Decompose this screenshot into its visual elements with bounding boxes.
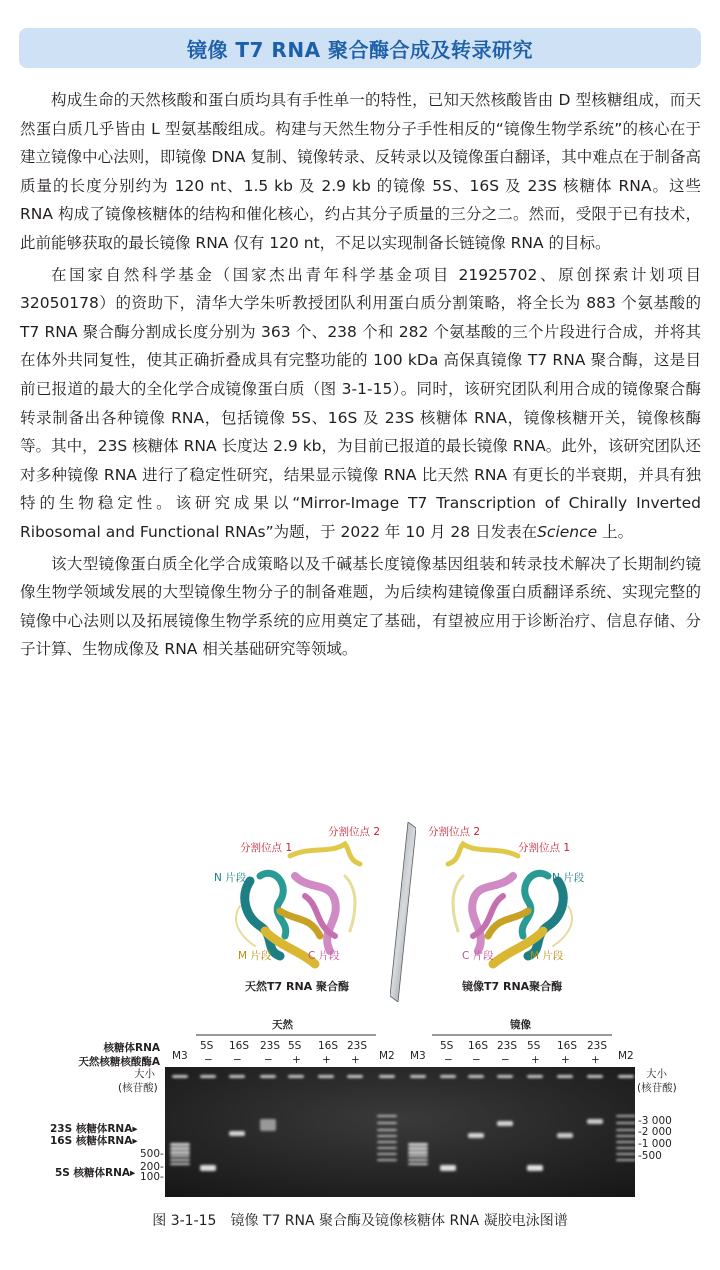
lane-15-sample: 23S (587, 1040, 608, 1052)
right-marker-2000: -2 000 (638, 1126, 672, 1138)
mirror-polymerase-structure (428, 836, 588, 976)
size-label-left-1: 大小 (134, 1068, 155, 1080)
paragraph-1: 构成生命的天然核酸和蛋白质均具有手性单一的特性，已知天然核酸皆由 D 型核糖组成，而天然蛋白质几乎皆由 L 型氨基酸组成。构建与天然生物分子手性相反的“镜像生物学系统”的核心在于建立镜像中心法则，即镜像 DNA 复制、镜像转录、反转录以及镜像蛋白翻译，其中难点在于制备高质量的长度分别约为 120 nt、1.5 kb 及 2.9 kb 的镜像 5S、16S 及 23S 核糖体 RNA。这些 RNA 构成了镜像核糖体的结构和催化核心，约占其分子质量的三分之二。然而，受限于已有技术，此前能够获取的最长镜像 RNA 仅有 120 nt，不足以实现制备长链镜像 RNA 的目标。 (20, 91, 701, 252)
ladder-m3-band (408, 1159, 428, 1161)
ladder-m2-band (616, 1159, 635, 1161)
journal-name: Science (537, 522, 598, 541)
ladder-m2-band (377, 1135, 397, 1137)
lane-6-sample: 16S (318, 1040, 339, 1052)
ladder-m2-band (377, 1141, 397, 1143)
row2-label: 天然核糖核酸酶A (78, 1056, 160, 1068)
ladder-m2-band (616, 1129, 635, 1131)
row1-label: 核糖体RNA (103, 1042, 160, 1054)
lane-15-rnase: + (591, 1054, 600, 1066)
well-8 (379, 1075, 395, 1078)
paragraph-2 (20, 261, 701, 547)
ladder-m2-band (377, 1122, 397, 1124)
lane-12-sample: 23S (497, 1040, 518, 1052)
ladder-m2-band (616, 1115, 635, 1117)
lane-11-sample: 16S (468, 1040, 489, 1052)
right-marker-1000: -1 000 (638, 1138, 672, 1150)
band-5s-natural (200, 1165, 216, 1171)
left-marker-100: 100- (140, 1171, 164, 1183)
band-16s-mirror-rnase (557, 1133, 573, 1138)
lane-4-rnase: − (264, 1054, 273, 1066)
lane-2-rnase: − (204, 1054, 213, 1066)
left-band-23s: 23S 核糖体RNA▸ (50, 1123, 138, 1135)
figure-caption: 图 3-1-15 镜像 T7 RNA 聚合酶及镜像核糖体 RNA 凝胶电泳图谱 (152, 1213, 568, 1229)
ladder-m3-band (408, 1151, 428, 1154)
well-3 (229, 1075, 245, 1078)
band-16s-natural (229, 1131, 245, 1136)
right-marker-3000: -3 000 (638, 1115, 672, 1127)
lane-3-rnase: − (233, 1054, 242, 1066)
ladder-m2-band (377, 1115, 397, 1117)
right-c-segment-label: C 片段 (462, 950, 494, 962)
well-2 (200, 1075, 216, 1078)
lane-7-rnase: + (351, 1054, 360, 1066)
lane-13-rnase: + (531, 1054, 540, 1066)
lane-11-rnase: − (472, 1054, 481, 1066)
ladder-m3-band (408, 1147, 428, 1150)
lane-16-sample: M2 (618, 1050, 634, 1062)
lane-12-rnase: − (501, 1054, 510, 1066)
left-marker-500: 500- (140, 1148, 164, 1160)
lane-13-sample: 5S (527, 1040, 541, 1052)
lane-5-sample: 5S (288, 1040, 302, 1052)
right-split-2-label: 分割位点 2 (428, 826, 481, 838)
title-bar (19, 28, 701, 68)
well-12 (497, 1075, 513, 1078)
ladder-m2-band (377, 1153, 397, 1155)
well-7 (347, 1075, 363, 1078)
size-label-right-2: (核苷酸) (637, 1082, 677, 1094)
ladder-m3-band (408, 1143, 428, 1146)
mirror-plane (390, 822, 416, 1002)
band-5s-mirror-rnase (527, 1165, 543, 1171)
right-structure-name: 镜像T7 RNA聚合酶 (462, 980, 563, 993)
well-6 (318, 1075, 334, 1078)
page-title: 镜像 T7 RNA 聚合酶合成及转录研究 (186, 37, 534, 62)
well-1 (172, 1075, 188, 1078)
ladder-m2-band (616, 1153, 635, 1155)
group-natural-line (196, 1034, 376, 1037)
lane-2-sample: 5S (200, 1040, 214, 1052)
well-11 (468, 1075, 484, 1078)
well-14 (557, 1075, 573, 1078)
ladder-m3-band (170, 1155, 190, 1157)
ladder-m2-band (377, 1147, 397, 1149)
lane-8-sample: M2 (379, 1050, 395, 1062)
ladder-m3-band (170, 1147, 190, 1150)
ladder-m2-band (616, 1141, 635, 1143)
ladder-m3-band (170, 1163, 190, 1165)
ladder-m2-band (616, 1122, 635, 1124)
well-10 (440, 1075, 456, 1078)
right-split-1-label: 分割位点 1 (518, 842, 571, 854)
lane-10-rnase: − (444, 1054, 453, 1066)
lane-6-rnase: + (322, 1054, 331, 1066)
paragraph-2-text: 在国家自然科学基金（国家杰出青年科学基金项目 21925702、原创探索计划项目 32050178）的资助下，清华大学朱听教授团队利用蛋白质分割策略，将全长为 883 个氨基酸的 T7 RNA 聚合酶分割成长度分别为 363 个、238 个和 282 个氨基酸的三个片段进行合成，并将其在体外共同复性，使其正确折叠成具有完整功能的 100 kDa 高保真镜像 T7 RNA 聚合酶，这是目前已报道的最大的全化学合成镜像蛋白质（图 3-1-15）。同时，该研究团队利用合成的镜像聚合酶转录制备出各种镜像 RNA，包括镜像 5S、16S 及 23S 核糖体 RNA，镜像核糖开关，镜像核酶等。其中，23S 核糖体 RNA 长度达 2.9 kb，为目前已报道的最长镜像 RNA。此外，该研究团队还对多种镜像 RNA 进行了稳定性研究，结果显示镜像 RNA 比天然 RNA 有更长的半衰期，并具有独特的生物稳定性。该研究成果以“Mirror-Image T7 Transcription of Chirally Inverted Ribosomal and Functional RNAs”为题，于 2022 年 10 月 28 日发表在 (20, 265, 701, 541)
left-split-2-label: 分割位点 2 (328, 826, 381, 838)
band-23s-natural (260, 1119, 276, 1131)
lane-4-sample: 23S (260, 1040, 281, 1052)
ladder-m3-band (170, 1143, 190, 1146)
group-mirror-label: 镜像 (510, 1019, 531, 1031)
left-band-16s: 16S 核糖体RNA▸ (50, 1135, 138, 1147)
left-split-1-label: 分割位点 1 (240, 842, 293, 854)
structure-figure (200, 822, 600, 1002)
band-23s-mirror (497, 1121, 513, 1126)
well-9 (410, 1075, 426, 1078)
left-marker-200: 200- (140, 1161, 164, 1173)
lane-14-rnase: + (561, 1054, 570, 1066)
ladder-m2-band (616, 1135, 635, 1137)
group-mirror-line (432, 1034, 612, 1037)
lane-7-sample: 23S (347, 1040, 368, 1052)
band-16s-mirror (468, 1133, 484, 1138)
left-m-segment-label: M 片段 (238, 950, 272, 962)
paragraph-3: 该大型镜像蛋白质全化学合成策略以及千碱基长度镜像基因组装和转录技术解决了长期制约镜像生物学领域发展的大型镜像生物分子的制备难题，为后续构建镜像蛋白质翻译系统、实现完整的镜像中心法则以及拓展镜像生物学系统的应用奠定了基础，有望被应用于诊断治疗、信息存储、分子计算、生物成像及 RNA 相关基础研究等领域。 (20, 554, 701, 659)
well-4 (260, 1075, 276, 1078)
lane-1-sample: M3 (172, 1050, 188, 1062)
lane-5-rnase: + (292, 1054, 301, 1066)
well-13 (527, 1075, 543, 1078)
article-body (20, 86, 701, 664)
paragraph-2-suffix: 上。 (597, 522, 634, 541)
right-marker-500: -500 (638, 1150, 662, 1162)
lane-9-sample: M3 (410, 1050, 426, 1062)
right-n-segment-label: N 片段 (552, 872, 585, 884)
band-23s-mirror-rnase (587, 1119, 603, 1124)
left-structure-name: 天然T7 RNA 聚合酶 (245, 980, 350, 993)
left-n-segment-label: N 片段 (214, 872, 247, 884)
well-15 (587, 1075, 603, 1078)
lane-14-sample: 16S (557, 1040, 578, 1052)
lane-10-sample: 5S (440, 1040, 454, 1052)
right-m-segment-label: M 片段 (530, 950, 564, 962)
group-natural-label: 天然 (272, 1019, 293, 1031)
ladder-m2-band (377, 1159, 397, 1161)
size-label-left-2: (核苷酸) (118, 1082, 158, 1094)
lane-3-sample: 16S (229, 1040, 250, 1052)
ladder-m2-band (616, 1147, 635, 1149)
ladder-m3-band (170, 1151, 190, 1154)
ladder-m3-band (408, 1163, 428, 1165)
well-16 (618, 1075, 634, 1078)
ladder-m3-band (170, 1159, 190, 1161)
ladder-m3-band (408, 1155, 428, 1157)
ladder-m2-band (377, 1129, 397, 1131)
left-band-5s: 5S 核糖体RNA▸ (55, 1167, 136, 1179)
band-5s-mirror (440, 1165, 456, 1171)
well-5 (288, 1075, 304, 1078)
size-label-right-1: 大小 (646, 1068, 667, 1080)
left-c-segment-label: C 片段 (308, 950, 340, 962)
gel-electrophoresis-image (165, 1067, 635, 1197)
